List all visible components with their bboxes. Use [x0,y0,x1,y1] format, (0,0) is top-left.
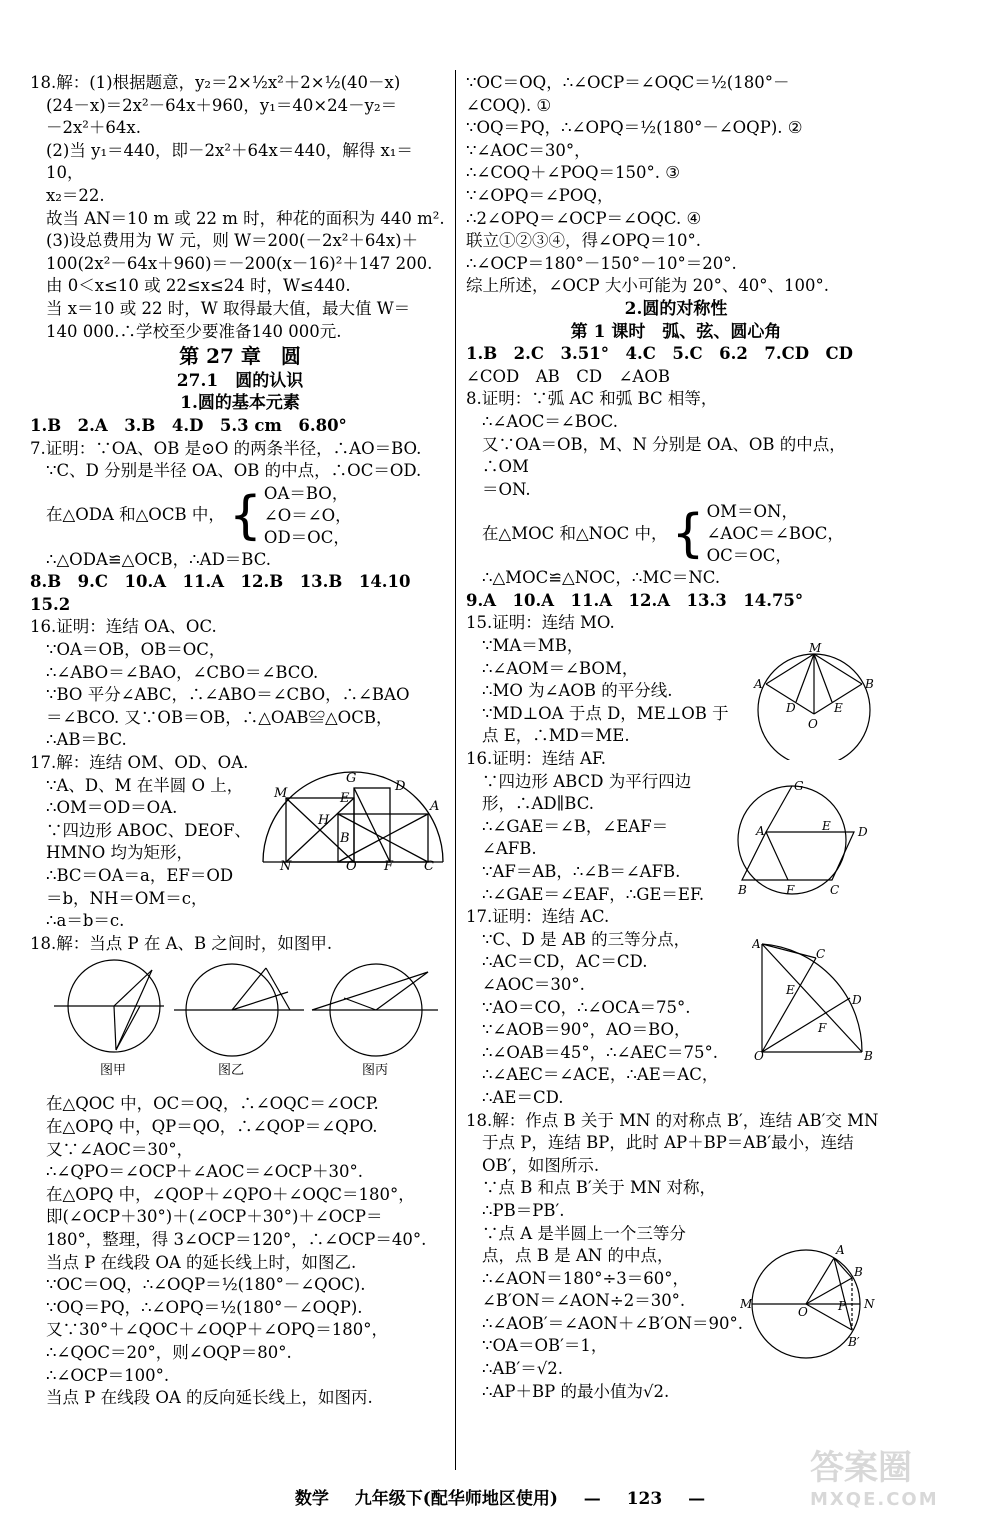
fig-label: E [786,983,795,997]
text-line: 7.证明：∵OA、OB 是⊙O 的两条半径，∴AO＝BO. [30,438,422,458]
figure-r17-sector [752,938,880,1062]
fig-label: D [858,825,868,839]
text-line: ∠AOC＝∠BOC， [706,524,844,544]
text-line: 100(2x²－64x＋960)＝－200(x－16)²＋147 200. [46,253,433,273]
fig-label: E [834,701,843,715]
text-line: ∴PB＝PB′. [482,1200,565,1220]
left-column [30,72,450,1410]
brace-symbol: { [228,485,262,546]
text-line: ∴∠GAE＝∠B，∠EAF＝ [482,816,669,836]
text-line: ∴∠OCP＝100°. [46,1365,170,1385]
answers-1-6: 1.B 2.A 3.B 4.D 5.3 cm 6.80° [30,415,347,435]
footer-grade: 九年级下(配华师地区使用) [354,1489,558,1509]
text-line: 联立①②③④，得∠OPQ＝10°. [466,231,701,251]
fig-label: E [340,791,350,806]
fig-label: G [346,771,357,786]
answers-8-15: 8.B 9.C 10.A 11.A 12.B 13.B 14.10 15.2 [30,572,428,614]
text-line: ∠B′ON＝∠AON÷2＝30°. [482,1291,686,1311]
fig-label: N [864,1297,875,1311]
column-divider [455,70,456,1470]
fig-label: G [794,780,804,793]
text-line: x₂＝22. [46,185,105,205]
text-line: ∴∠OAB＝45°，∴∠AEC＝75°. [482,1042,719,1062]
text-line: 点 E，∴MD＝ME. [482,726,630,746]
fig-label: C [424,859,434,870]
text-line: 140 000.∴学校至少要准备140 000元. [46,321,342,341]
text-line: ∠COQ). ① [466,95,552,115]
fig-label: A [430,799,440,814]
problem-18-first [30,72,450,343]
fig-caption: 图丙 [362,1063,389,1078]
text-line: 形，∴AD∥BC. [482,794,594,814]
answers-9-14: 9.A 10.A 11.A 12.A 13.3 14.75° [466,590,804,610]
fig-label: A [756,824,765,838]
text-line: ∵∠OPQ＝∠POQ， [466,185,614,205]
text-line: ∴AE＝CD. [482,1087,564,1107]
text-line: ∴∠AON＝180°÷3＝60°， [482,1268,690,1288]
fig-label: M [740,1297,753,1311]
watermark-text: 答案圈 [810,1448,912,1488]
fig-label: D [395,779,406,794]
text-line: －2x²＋64x. [46,118,141,138]
text-line: ∴△MOC≌△NOC，∴MC＝NC. [482,568,721,588]
text-line: 点，点 B 是 AN 的中点， [482,1246,674,1266]
answers-1-7: 1.B 2.C 3.51° 4.C 5.C 6.2 7.CD CD [466,344,853,364]
text-line: OB′，如图所示. [482,1155,600,1175]
text-line: 当 x＝10 或 22 时，W 取得最大值，最大值 W＝ [46,298,411,318]
text-line: 即(∠OCP＋30°)＋(∠OCP＋30°)＋∠OCP＝ [46,1207,383,1227]
fig-label: O [798,1305,808,1319]
text-line: ∵四边形 ABCD 为平行四边 [482,771,692,791]
text-line: ∴∠AOC＝∠BOC. [482,411,618,431]
text-line: ∵OA＝OB，OB＝OC， [46,640,226,660]
fig-label: E [822,819,831,833]
text-line: ∵MA＝MB， [482,636,584,656]
text-line: ∴2∠OPQ＝∠OCP＝∠OQC. ④ [466,208,702,228]
text-line: 在△OPQ 中，∠QOP＋∠QPO＋∠OQC＝180°， [46,1184,415,1204]
text-line: ∵OQ＝PQ，∴∠OPQ＝½(180°－∠OQP). ② [466,118,803,138]
text-line: OC＝OC， [706,546,792,566]
text-line: ∠AOC＝30°. [482,974,585,994]
text-line: (24－x)＝2x²－64x＋960，y₁＝40×24－y₂＝ [46,95,398,115]
text-line: ＝ON. [482,479,531,499]
text-line: ∴OM＝OD＝OA. [46,798,178,818]
text-line: ∵BO 平分∠ABC，∴∠ABO＝∠CBO，∴∠BAO [46,685,410,705]
text-line: 在△QOC 中，OC＝OQ，∴∠OQC＝∠OCP. [46,1094,379,1114]
fig-label: O [754,1049,764,1062]
brace-block [30,483,450,549]
footer-dash: — [688,1489,706,1509]
text-line: ∴∠QOC＝20°，则∠OQP＝80°. [46,1342,292,1362]
chapter-title: 第 27 章 圆 [179,344,301,369]
footer-dash: — [583,1489,601,1509]
text-line: 在△OPQ 中，QP＝QO，∴∠QOP＝∠QPO. [46,1116,378,1136]
text-line: ∴AP＋BP 的最小值为√2. [482,1381,670,1401]
text-line: ∠O＝∠O， [263,505,352,525]
text-line: 180°，整理，得 3∠OCP＝120°，∴∠OCP＝40°. [46,1229,427,1249]
text-line: ∵C、D 分别是半径 OA、OB 的中点，∴OC＝OD. [46,461,422,481]
text-line: 8.证明：∵弧 AC 和弧 BC 相等， [466,389,718,409]
lesson-title: 第 1 课时 弧、弦、圆心角 [570,321,782,342]
text-line: 综上所述，∠OCP 大小可能为 20°、40°、100°. [466,276,830,296]
text-line: OM＝ON， [706,502,798,522]
fig-label: A [836,1244,845,1257]
text-line: ∵A、D、M 在半圆 O 上， [46,775,244,795]
text-line: ∵四边形 ABOC、DEOF、 [46,820,251,840]
text-line: ∴a＝b＝c. [46,911,125,931]
text-line: 18.解：(1)根据题意，y₂＝2×½x²＋2×½(40－x) [30,73,401,92]
page-number: 123 [626,1489,663,1509]
figure-18-circles [44,958,450,1078]
text-line: 17.证明：连结 AC. [466,907,610,927]
text-line: ∵OQ＝PQ，∴∠OPQ＝½(180°－∠OQP). [46,1297,363,1317]
fig-label: D [852,993,862,1007]
text-line: ∴∠AOB′＝∠AON＋∠B′ON＝90°. [482,1313,743,1333]
text-line: 又∵30°＋∠QOC＋∠OQP＋∠OPQ＝180°， [46,1320,388,1340]
fig-label: M [274,786,288,801]
text-line: 又∵∠AOC＝30°， [46,1139,194,1159]
text-line: 16.证明：连结 OA、OC. [30,617,217,637]
text-line: 当点 P 在线段 OA 的反向延长线上，如图丙. [46,1388,373,1408]
text-line: ∵AO＝CO，∴∠OCA＝75°. [482,997,691,1017]
text-line: ∵OC＝OQ，∴∠OCP＝∠OQC＝½(180°－ [466,73,790,92]
text-line: 由 0＜x≤10 或 22≤x≤24 时，W≤440. [46,276,351,296]
text-line: ∵点 B 和点 B′关于 MN 对称， [482,1178,717,1198]
text-line: 17.解：连结 OM、OD、OA. [30,753,249,773]
figure-r18-circle [740,1244,880,1364]
fig-caption: 图甲 [100,1063,127,1078]
brace-prefix: 在△ODA 和△OCB 中， [46,505,225,525]
fig-label: B [738,883,747,897]
text-line: 又∵OA＝OB，M、N 分别是 OA、OB 的中点，∴OM [482,434,846,477]
brace-prefix: 在△MOC 和△NOC 中， [482,523,668,543]
text-line: ∴∠COQ＋∠POQ＝150°. ③ [466,163,681,183]
fig-label: P [838,1299,847,1313]
fig-label: O [346,859,357,870]
fig-label: M [809,641,822,655]
footer-subject: 数学 [294,1489,329,1509]
text-line: ∵C、D 是 AB 的三等分点， [482,929,691,949]
text-line: ∴AB′＝√2. [482,1359,564,1379]
fig-label: O [808,717,818,731]
brace-symbol: { [671,504,705,565]
fig-label: H [318,813,330,828]
text-line: ∵OC＝OQ，∴∠OQP＝½(180°－∠QOC). [46,1275,366,1295]
section-title: 2.圆的对称性 [624,298,728,319]
watermark-url: MXQE.COM [810,1489,939,1510]
text-line: HMNO 均为矩形， [46,843,193,863]
text-line: ∵OA＝OB′＝1， [482,1336,608,1356]
text-line: ∴AC＝CD，AC＝CD. [482,952,648,972]
text-line: ∴∠ABO＝∠BAO，∠CBO＝∠BCO. [46,662,319,682]
fig-label: B [340,831,350,846]
fig-label: F [786,883,795,897]
fig-label: D [786,701,796,715]
text-line: 当点 P 在线段 OA 的延长线上时，如图乙. [46,1252,357,1272]
text-line: ＝∠BCO. 又∵OB＝OB，∴△OAB≌△OCB， [46,707,393,727]
text-line: OD＝OC， [263,527,350,547]
text-line: ∴∠QPO＝∠OCP＋∠AOC＝∠OCP＋30°. [46,1162,364,1182]
figure-r15-circle [752,640,882,760]
fig-label: A [754,677,763,691]
text-line: ∵MD⊥OA 于点 D，ME⊥OB 于 [482,703,729,723]
text-line: ∵∠AOB＝90°，AO＝BO， [482,1020,691,1040]
text-line: 18.解：当点 P 在 A、B 之间时，如图甲. [30,933,333,953]
text-line: ∴∠AOM＝∠BOM， [482,658,639,678]
fig-label: B [865,677,874,691]
text-line: 15.证明：连结 MO. [466,613,615,633]
text-line: ∵AF＝AB，∴∠B＝∠AFB. [482,862,681,881]
figure-17-semicircle [258,770,448,870]
fig-label: N [280,859,292,870]
fig-label: B′ [848,1335,860,1349]
text-line: ∴△ODA≌△OCB，∴AD＝BC. [46,549,272,569]
brace-stack [707,501,844,567]
section-title: 27.1 圆的认识 [176,370,304,391]
brace-stack [264,483,352,549]
fig-label: C [816,947,826,961]
text-line: ＝b，NH＝OM＝c， [46,888,208,908]
text-line: 18.解：作点 B 关于 MN 的对称点 B′，连结 AB′交 MN [466,1110,879,1130]
text-line: (2)当 y₁＝440，即－2x²＋64x＝440，解得 x₁＝10， [46,140,413,183]
text-line: 16.证明：连结 AF. [466,749,607,769]
text-line: ∴MO 为∠AOB 的平分线. [482,681,673,701]
brace-block [466,501,886,567]
text-line: 于点 P，连结 BP，此时 AP＋BP＝AB′最小，连结 [482,1133,854,1153]
text-line: OA＝BO， [263,483,349,503]
fig-label: A [752,938,761,951]
text-line: 故当 AN＝10 m 或 22 m 时，种花的面积为 440 m². [46,208,445,228]
text-line: (3)设总费用为 W 元，则 W＝200(－2x²＋64x)＋ [46,231,419,251]
subsection-title: 1.圆的基本元素 [180,393,300,414]
fig-label: B [854,1265,863,1279]
text-line: ∴∠GAE＝∠EAF，∴GE＝EF. [482,884,705,904]
text-line: ∠AFB. [482,839,537,859]
fig-caption: 图乙 [218,1063,245,1078]
text-line: ∴AB＝BC. [46,730,127,750]
text-line: ∠COD AB CD ∠AOB [466,366,670,386]
fig-label: F [818,1021,827,1035]
text-line: ∴BC＝OA＝a，EF＝OD [46,866,234,885]
fig-label: B [864,1049,873,1062]
watermark-logo [810,1440,985,1520]
text-line: ∴∠OCP＝180°－150°－10°＝20°. [466,253,737,273]
fig-label: C [830,883,840,897]
fig-label: F [384,859,394,870]
figure-r16-circle [730,780,880,900]
text-line: ∵点 A 是半圆上一个三等分 [482,1223,686,1243]
text-line: ∴∠AEC＝∠ACE，∴AE＝AC， [482,1065,719,1085]
text-line: ∵∠AOC＝30°， [466,140,591,160]
